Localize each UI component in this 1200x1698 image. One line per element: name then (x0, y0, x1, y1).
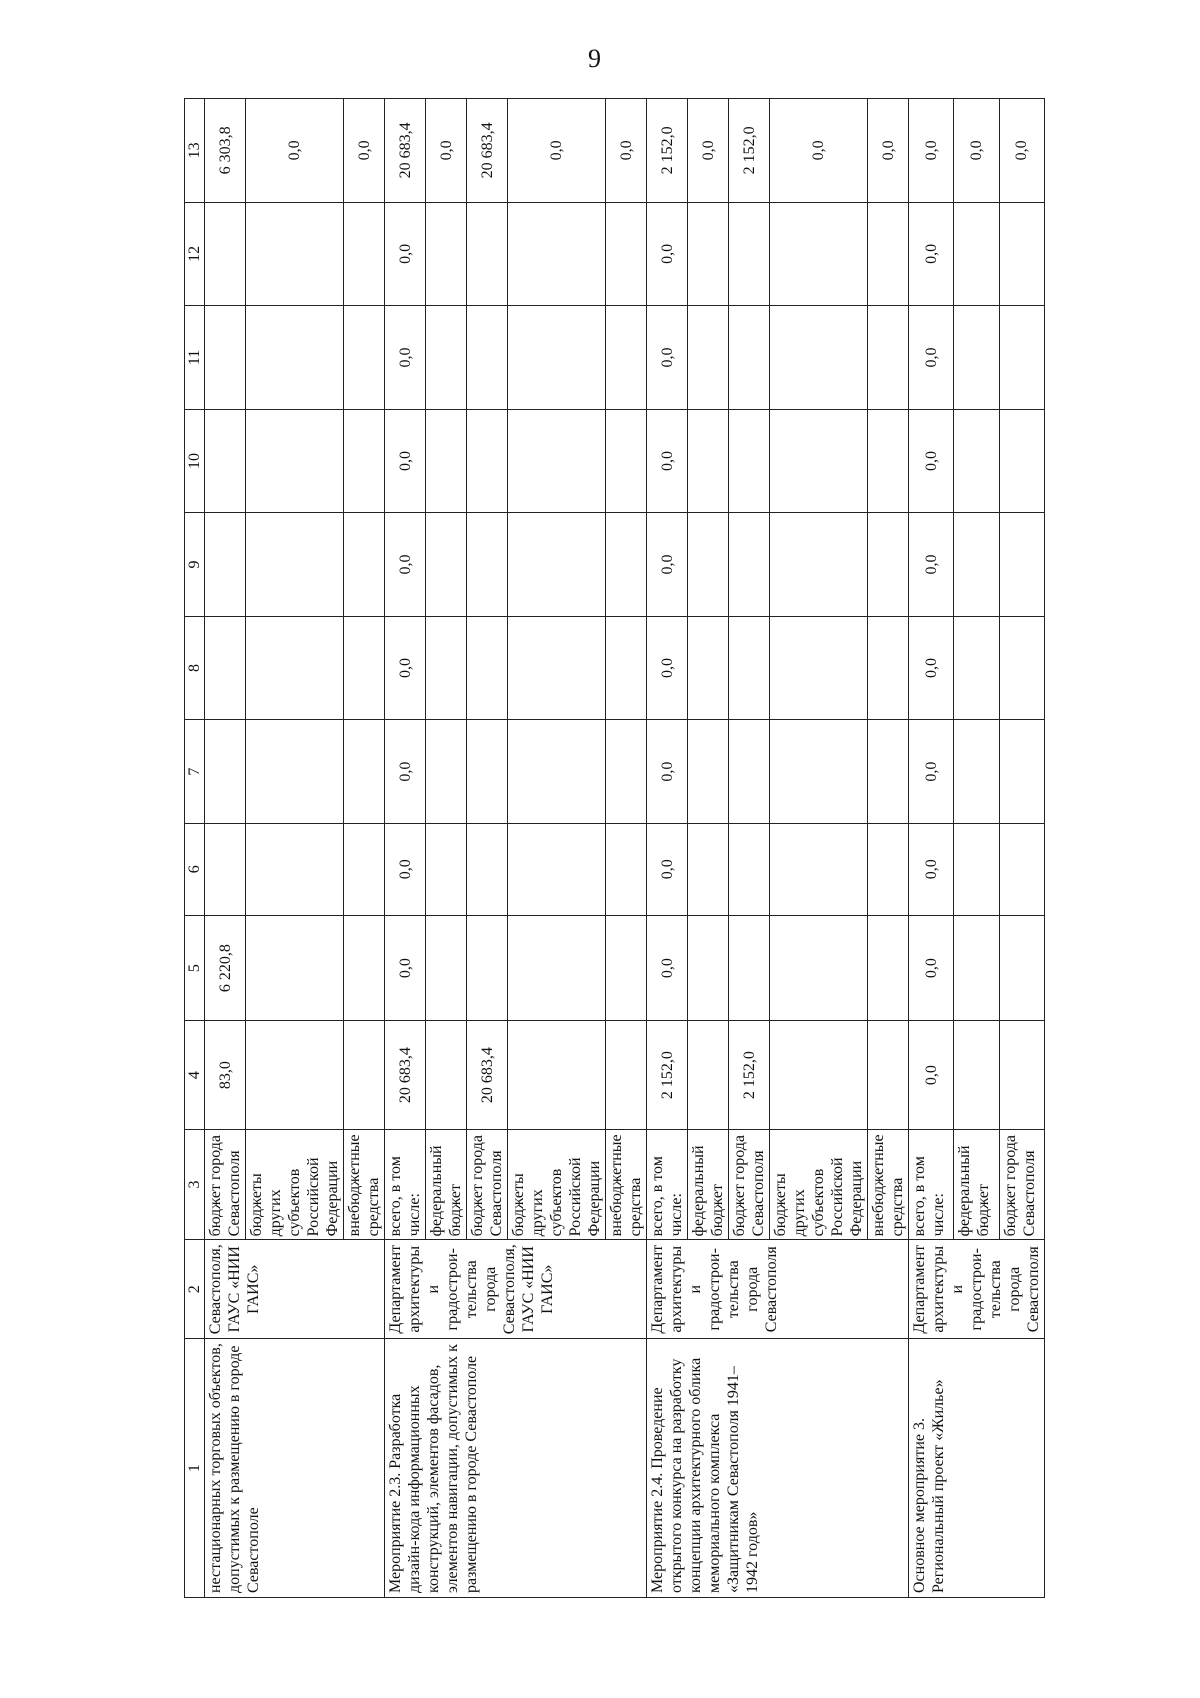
funding-source-cell: федеральный бюджет (688, 1129, 729, 1240)
value-cell (606, 306, 647, 410)
funding-source-cell: всего, в том числе: (909, 1129, 954, 1240)
funding-source-cell: внебюджетные средства (344, 1129, 385, 1240)
value-cell (868, 513, 909, 617)
funding-source-cell: бюджет города Севастополя (205, 1129, 246, 1240)
value-cell (999, 616, 1044, 720)
funding-source-cell: бюджет города Севастополя (467, 1129, 508, 1240)
value-cell: 83,0 (205, 1021, 246, 1129)
funding-source-cell: бюджет города Севастополя (999, 1129, 1044, 1240)
value-cell (729, 409, 770, 513)
value-cell: 0,0 (385, 823, 426, 915)
value-cell: 0,0 (647, 823, 688, 915)
funding-source-cell: бюджеты других субъектов Российской Федерации (246, 1129, 344, 1240)
value-cell: 0,0 (385, 409, 426, 513)
value-cell (729, 915, 770, 1021)
value-cell (606, 915, 647, 1021)
value-cell (999, 823, 1044, 915)
column-number-5: 5 (185, 915, 205, 1021)
funding-source-cell: федеральный бюджет (426, 1129, 467, 1240)
value-cell (606, 202, 647, 306)
value-cell: 0,0 (909, 720, 954, 824)
value-cell: 0,0 (999, 99, 1044, 203)
value-cell (954, 513, 999, 617)
funding-source-cell: бюджеты других субъектов Российской Федерации (770, 1129, 868, 1240)
value-cell (954, 616, 999, 720)
value-cell (868, 915, 909, 1021)
value-cell (770, 1021, 868, 1129)
value-cell (729, 823, 770, 915)
value-cell (246, 823, 344, 915)
column-number-9: 9 (185, 513, 205, 617)
value-cell: 0,0 (868, 99, 909, 203)
value-cell (729, 616, 770, 720)
value-cell (344, 1021, 385, 1129)
value-cell (954, 720, 999, 824)
value-cell (770, 720, 868, 824)
value-cell (426, 1021, 467, 1129)
value-cell (508, 720, 606, 824)
budget-table (184, 98, 1045, 1598)
value-cell (606, 1021, 647, 1129)
value-cell (467, 409, 508, 513)
value-cell (246, 616, 344, 720)
value-cell (426, 409, 467, 513)
value-cell (246, 720, 344, 824)
value-cell (344, 306, 385, 410)
value-cell (954, 306, 999, 410)
value-cell: 0,0 (647, 616, 688, 720)
value-cell: 0,0 (385, 616, 426, 720)
value-cell (467, 616, 508, 720)
value-cell (426, 823, 467, 915)
value-cell: 0,0 (508, 99, 606, 203)
value-cell (467, 823, 508, 915)
value-cell (508, 202, 606, 306)
value-cell (770, 915, 868, 1021)
value-cell (868, 306, 909, 410)
value-cell (426, 513, 467, 617)
value-cell (688, 720, 729, 824)
value-cell (246, 409, 344, 513)
column-number-2: 2 (185, 1240, 205, 1339)
value-cell (246, 915, 344, 1021)
value-cell (606, 823, 647, 915)
activity-name-cell: Мероприятие 2.4. Проведение открытого конкурса на разработку концепции архитектурного облика мемориального комплекса «Защитникам Севастополя 1941–1942 годов» (647, 1339, 909, 1598)
value-cell (426, 202, 467, 306)
value-cell (344, 513, 385, 617)
column-number-12: 12 (185, 202, 205, 306)
value-cell: 2 152,0 (729, 99, 770, 203)
value-cell: 0,0 (909, 1021, 954, 1129)
value-cell (467, 513, 508, 617)
value-cell: 20 683,4 (385, 1021, 426, 1129)
value-cell (770, 823, 868, 915)
value-cell: 0,0 (688, 99, 729, 203)
column-number-8: 8 (185, 616, 205, 720)
value-cell: 2 152,0 (647, 1021, 688, 1129)
value-cell (999, 202, 1044, 306)
value-cell: 0,0 (385, 915, 426, 1021)
value-cell (868, 1021, 909, 1129)
table-row (205, 99, 246, 1598)
value-cell: 0,0 (606, 99, 647, 203)
value-cell: 0,0 (647, 202, 688, 306)
value-cell (246, 306, 344, 410)
value-cell: 0,0 (344, 99, 385, 203)
value-cell (954, 915, 999, 1021)
column-number-3: 3 (185, 1129, 205, 1240)
value-cell: 0,0 (770, 99, 868, 203)
value-cell (205, 720, 246, 824)
value-cell (770, 306, 868, 410)
activity-name-cell: нестационарных торговых объектов, допустимых к размещению в городе Севастополе (205, 1339, 385, 1598)
value-cell: 6 220,8 (205, 915, 246, 1021)
executor-cell: Департамент архитектуры и градострои-тельства города Севастополя (647, 1240, 909, 1339)
value-cell: 0,0 (909, 202, 954, 306)
value-cell (467, 915, 508, 1021)
column-number-4: 4 (185, 1021, 205, 1129)
funding-source-cell: внебюджетные средства (606, 1129, 647, 1240)
value-cell (868, 202, 909, 306)
value-cell (508, 616, 606, 720)
value-cell: 0,0 (954, 99, 999, 203)
value-cell (868, 823, 909, 915)
column-number-1: 1 (185, 1339, 205, 1598)
value-cell (508, 915, 606, 1021)
funding-source-cell: всего, в том числе: (647, 1129, 688, 1240)
value-cell: 6 303,8 (205, 99, 246, 203)
value-cell (246, 513, 344, 617)
executor-cell: Севастополя, ГАУС «НИИ ГАИС» (205, 1240, 385, 1339)
value-cell (999, 720, 1044, 824)
value-cell (426, 306, 467, 410)
column-number-11: 11 (185, 306, 205, 410)
value-cell (999, 409, 1044, 513)
value-cell (508, 1021, 606, 1129)
value-cell (729, 306, 770, 410)
value-cell (688, 409, 729, 513)
value-cell: 0,0 (647, 409, 688, 513)
value-cell (688, 1021, 729, 1129)
value-cell (688, 306, 729, 410)
value-cell (729, 720, 770, 824)
column-number-10: 10 (185, 409, 205, 513)
value-cell (770, 513, 868, 617)
value-cell (954, 1021, 999, 1129)
value-cell (205, 513, 246, 617)
value-cell: 0,0 (909, 306, 954, 410)
value-cell (467, 306, 508, 410)
value-cell (246, 202, 344, 306)
value-cell: 0,0 (246, 99, 344, 203)
value-cell: 0,0 (647, 720, 688, 824)
value-cell (508, 409, 606, 513)
value-cell (999, 915, 1044, 1021)
value-cell (205, 202, 246, 306)
value-cell (868, 720, 909, 824)
value-cell (426, 915, 467, 1021)
value-cell: 20 683,4 (467, 99, 508, 203)
value-cell (344, 823, 385, 915)
column-number-row (185, 99, 205, 1598)
column-number-13: 13 (185, 99, 205, 203)
table-row (647, 99, 688, 1598)
value-cell (344, 720, 385, 824)
value-cell (467, 202, 508, 306)
value-cell (606, 720, 647, 824)
value-cell (954, 202, 999, 306)
value-cell: 0,0 (909, 823, 954, 915)
table-row (909, 99, 954, 1598)
table-row (385, 99, 426, 1598)
value-cell (426, 720, 467, 824)
value-cell (344, 915, 385, 1021)
value-cell (205, 306, 246, 410)
value-cell: 0,0 (385, 202, 426, 306)
value-cell: 2 152,0 (647, 99, 688, 203)
value-cell: 20 683,4 (467, 1021, 508, 1129)
rotated-table-wrapper (184, 98, 1042, 1598)
value-cell (344, 616, 385, 720)
funding-source-cell: федеральный бюджет (954, 1129, 999, 1240)
executor-cell: Департамент архитектуры и градострои-тельства города Севастополя, ГАУС «НИИ ГАИС» (385, 1240, 647, 1339)
value-cell (954, 409, 999, 513)
value-cell (508, 306, 606, 410)
funding-source-cell: бюджет города Севастополя (729, 1129, 770, 1240)
value-cell: 0,0 (909, 513, 954, 617)
funding-source-cell: бюджеты других субъектов Российской Федерации (508, 1129, 606, 1240)
value-cell (688, 915, 729, 1021)
value-cell (770, 409, 868, 513)
value-cell (606, 409, 647, 513)
value-cell (999, 306, 1044, 410)
value-cell (344, 409, 385, 513)
value-cell (205, 409, 246, 513)
page-number: 9 (588, 44, 601, 73)
value-cell (508, 823, 606, 915)
value-cell: 0,0 (385, 513, 426, 617)
value-cell (344, 202, 385, 306)
value-cell: 0,0 (647, 513, 688, 617)
column-number-7: 7 (185, 720, 205, 824)
value-cell (205, 616, 246, 720)
value-cell (868, 409, 909, 513)
value-cell: 0,0 (647, 915, 688, 1021)
value-cell (246, 1021, 344, 1129)
value-cell (729, 202, 770, 306)
value-cell (467, 720, 508, 824)
value-cell: 0,0 (426, 99, 467, 203)
value-cell: 0,0 (385, 306, 426, 410)
value-cell (999, 513, 1044, 617)
value-cell (606, 616, 647, 720)
value-cell (426, 616, 467, 720)
column-number-6: 6 (185, 823, 205, 915)
activity-name-cell: Мероприятие 2.3. Разработка дизайн-кода информационных конструкций, элементов фасадов, элементов навигации, допустимых к размещению в городе Севастополе (385, 1339, 647, 1598)
value-cell (688, 513, 729, 617)
value-cell (954, 823, 999, 915)
value-cell: 0,0 (385, 720, 426, 824)
value-cell (770, 202, 868, 306)
funding-source-cell: всего, в том числе: (385, 1129, 426, 1240)
value-cell (770, 616, 868, 720)
funding-source-cell: внебюджетные средства (868, 1129, 909, 1240)
value-cell: 0,0 (909, 616, 954, 720)
value-cell (729, 513, 770, 617)
value-cell (688, 202, 729, 306)
value-cell (999, 1021, 1044, 1129)
value-cell: 0,0 (909, 915, 954, 1021)
value-cell (868, 616, 909, 720)
value-cell (606, 513, 647, 617)
value-cell (688, 616, 729, 720)
executor-cell: Департамент архитектуры и градострои-тельства города Севастополя (909, 1240, 1045, 1339)
value-cell (688, 823, 729, 915)
value-cell: 20 683,4 (385, 99, 426, 203)
activity-name-cell: Основное мероприятие 3. Региональный проект «Жилье» (909, 1339, 1045, 1598)
value-cell: 0,0 (647, 306, 688, 410)
value-cell: 0,0 (909, 99, 954, 203)
value-cell: 2 152,0 (729, 1021, 770, 1129)
value-cell (508, 513, 606, 617)
value-cell (205, 823, 246, 915)
value-cell: 0,0 (909, 409, 954, 513)
